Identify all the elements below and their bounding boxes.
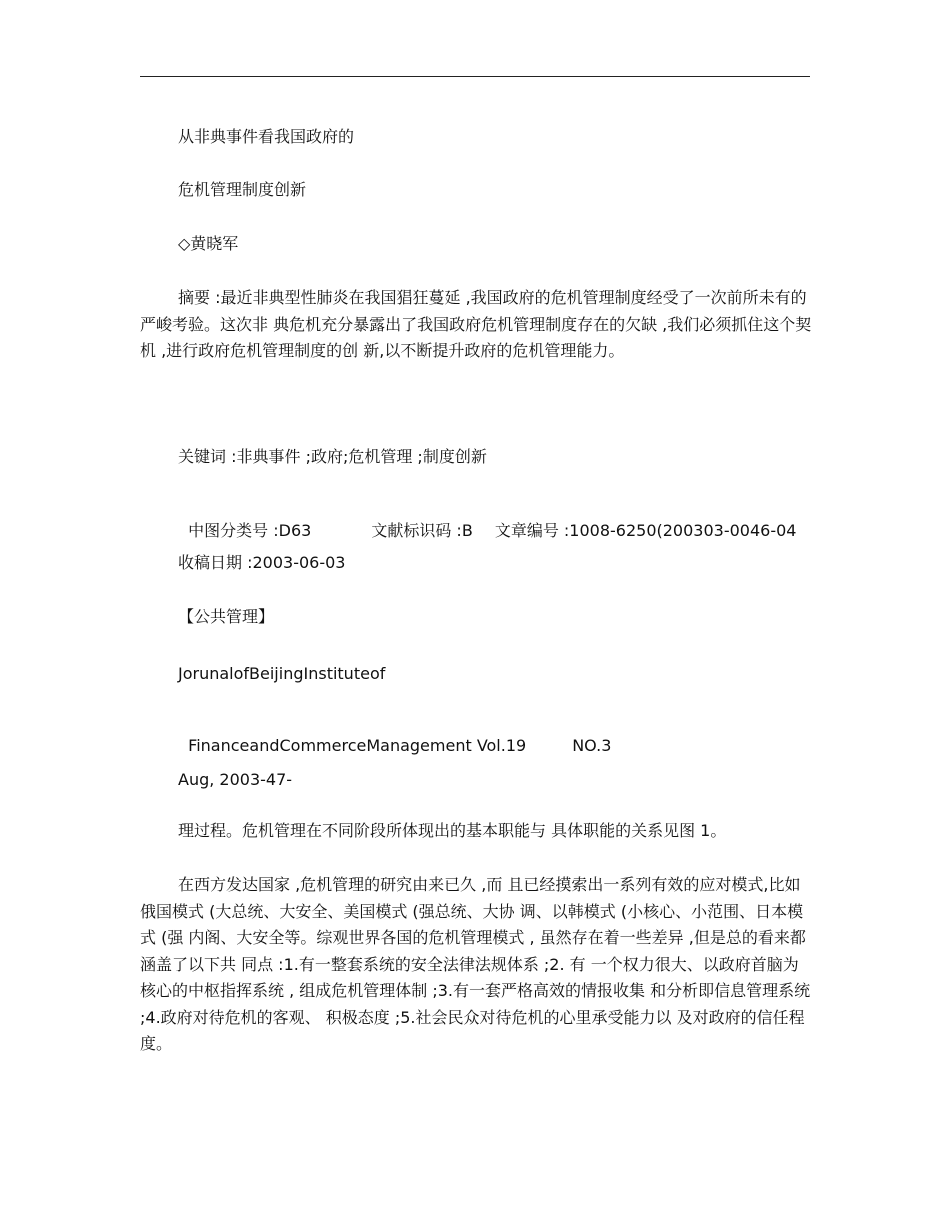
body-paragraph-2: 在西方发达国家 ,危机管理的研究由来已久 ,而 且已经摸索出一系列有效的应对模式,比如俄国模式 (大总统、大安全、美国模式 (强总统、大协 调、以韩模式 (小核心、小范围、日本模式 (强 内阁、大安全等。综观世界各国的危机管理模式 , 虽然存在着一些差异 ,但是总的看来都涵盖了以下共 同点 :1.有一整套系统的安全法律法规体系 ;2. 有 一个权力很大、以政府首脑为核心的中枢指挥系统 , 组成危机管理体制 ;3.有一套严格高效的情报收集 和分析即信息管理系统 ;4.政府对待危机的客观、 积极态度 ;5.社会民众对待危机的心里承受能力以 及对政府的信任程度。 <box>140 875 811 1053</box>
section-tag: 【公共管理】 <box>178 607 275 626</box>
header-rule <box>140 76 810 77</box>
journal-name-line2 <box>178 716 611 756</box>
article-title-line2: 危机管理制度创新 <box>178 180 307 199</box>
received-date: 收稿日期 :2003-06-03 <box>178 553 346 572</box>
keywords: 关键词 :非典事件 ;政府;危机管理 ;制度创新 <box>178 447 487 466</box>
clc-number: 中图分类号 :D63 <box>188 521 312 540</box>
body-paragraph-1: 理过程。危机管理在不同阶段所体现出的基本职能与 具体职能的关系见图 1。 <box>178 821 727 840</box>
journal-volume: FinanceandCommerceManagement Vol.19 <box>188 736 527 755</box>
abstract-paragraph: 摘要 :最近非典型性肺炎在我国猖狂蔓延 ,我国政府的危机管理制度经受了一次前所未有的严峻考验。这次非 典危机充分暴露出了我国政府危机管理制度存在的欠缺 ,我们必须抓住这个契机 ,进行政府危机管理制度的创 新,以不断提升政府的危机管理能力。 <box>140 288 812 360</box>
classification-line <box>178 501 796 541</box>
article-title-line1: 从非典事件看我国政府的 <box>178 127 355 146</box>
author-name: ◇黄晓军 <box>178 234 239 253</box>
journal-date-page: Aug, 2003-47- <box>178 770 293 789</box>
journal-issue: NO.3 <box>572 736 612 755</box>
article-number: 文章编号 :1008-6250(200303-0046-04 <box>494 521 797 540</box>
journal-name-line1: JorunalofBeijingInstituteof <box>178 664 386 683</box>
document-code: 文献标识码 :B <box>371 521 473 540</box>
